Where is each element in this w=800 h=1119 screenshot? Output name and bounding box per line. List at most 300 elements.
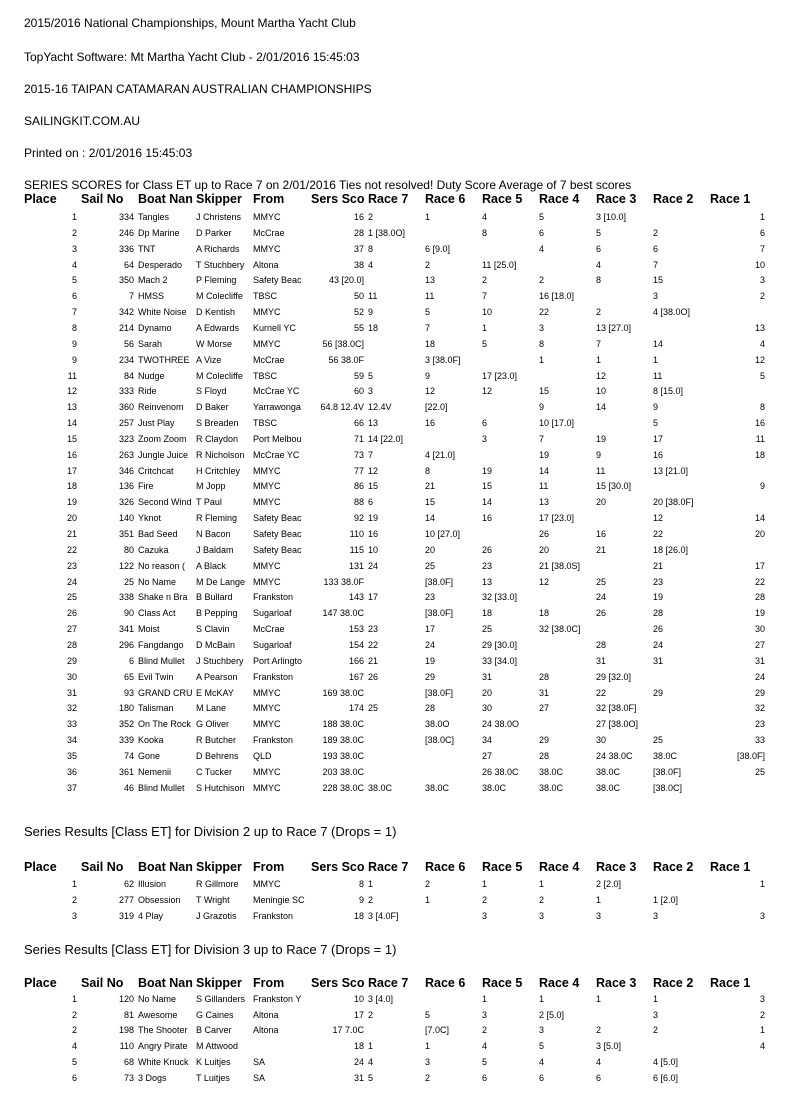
table-row <box>0 386 800 402</box>
table-row <box>0 1025 800 1041</box>
table-row <box>0 339 800 355</box>
table-cell: 2 <box>368 212 374 222</box>
table-cell: 3 <box>653 1009 659 1020</box>
table-cell: 26 <box>368 671 379 682</box>
table-cell: 13 <box>754 322 765 333</box>
table-cell: HMSS <box>138 291 165 302</box>
table-row <box>0 481 800 497</box>
table-cell: 56 [38.0C] <box>322 338 364 349</box>
table-cell: 18 [26.0] <box>653 544 689 555</box>
column-header: Place <box>24 860 57 874</box>
table-cell: 10 [17.0] <box>539 418 575 429</box>
table-cell: 30 <box>596 735 607 746</box>
table-cell: 110 <box>349 529 364 539</box>
table-cell: Altona <box>253 1025 279 1036</box>
table-cell: 3 <box>759 911 765 921</box>
table-cell: MMYC <box>253 687 281 698</box>
table-cell: Jungle Juice <box>138 449 189 460</box>
table-cell: MMYC <box>253 719 281 730</box>
table-cell: 351 <box>118 529 134 539</box>
table-cell: Kooka <box>138 735 164 746</box>
table-cell: 28 <box>425 703 436 714</box>
table-cell: 2 <box>425 1072 431 1083</box>
table-cell: W Morse <box>196 338 232 349</box>
table-cell: 2 <box>71 1009 77 1020</box>
table-cell: G Oliver <box>196 719 230 730</box>
table-header <box>0 192 800 208</box>
table-row <box>0 751 800 767</box>
table-cell: 14 <box>596 402 607 413</box>
table-cell: D Parker <box>196 227 232 238</box>
table-cell: 16 [18.0] <box>539 291 575 302</box>
column-header: Race 3 <box>596 976 637 990</box>
table-cell: 336 <box>118 243 134 254</box>
table-cell: 14 <box>425 513 436 524</box>
table-cell: 38.0C <box>596 766 621 777</box>
table-cell: M Attwood <box>196 1041 239 1052</box>
table-cell: 9 <box>653 402 659 413</box>
table-cell: Second Wind <box>138 497 192 508</box>
table-row <box>0 624 800 640</box>
table-cell: Port Melbou <box>253 433 302 444</box>
table-cell: 2 <box>539 275 545 286</box>
table-cell: MMYC <box>253 212 281 222</box>
table-cell: SA <box>253 1072 266 1083</box>
table-cell: 3 <box>368 386 374 397</box>
table-cell: Angry Pirate <box>138 1041 188 1052</box>
table-cell: 28 <box>539 671 550 682</box>
table-cell: 5 <box>653 418 659 429</box>
table-cell: 1 <box>539 994 545 1004</box>
table-cell: 19 <box>66 497 77 508</box>
table-cell: McCrae <box>253 624 285 635</box>
table-cell: 25 <box>653 735 664 746</box>
table-cell: 43 [20.0] <box>328 275 364 286</box>
table-row <box>0 323 800 339</box>
table-cell: 38.0C <box>653 750 678 761</box>
table-cell: 12 <box>539 576 550 587</box>
table-cell: 93 <box>123 687 134 698</box>
table-cell: 38.0O <box>425 719 450 730</box>
table-cell: 60 <box>353 386 364 397</box>
table-cell: N Bacon <box>196 529 231 539</box>
table-cell: 24 38.0O <box>482 719 520 730</box>
table-cell: 38.0C <box>596 782 621 793</box>
table-cell: TWOTHREE <box>138 354 190 365</box>
table-cell: 37 <box>66 782 77 793</box>
table-cell: 4 [38.0O] <box>653 307 691 318</box>
table-cell: Bad Seed <box>138 529 178 539</box>
table-cell: 24 <box>368 560 379 571</box>
table-cell: 1 <box>759 212 765 222</box>
table-cell: 22 <box>539 307 550 318</box>
table-cell: MMYC <box>253 481 281 492</box>
table-cell: 25 <box>368 703 379 714</box>
table-cell: SA <box>253 1056 266 1067</box>
table-cell: 1 <box>482 322 488 333</box>
table-cell: [38.0F] <box>736 750 765 761</box>
table-cell: 277 <box>118 895 134 905</box>
table-cell: 15 <box>66 433 77 444</box>
table-cell: 4 <box>539 1056 545 1067</box>
column-header: Race 4 <box>539 860 580 874</box>
table-cell: 77 <box>353 465 364 476</box>
table-cell: 140 <box>118 513 134 524</box>
table-cell: Kurnell YC <box>253 322 296 333</box>
table-cell: McCrae YC <box>253 386 300 397</box>
table-cell: 4 Play <box>138 911 164 921</box>
table-cell: T Paul <box>196 497 222 508</box>
table-cell: 15 <box>368 481 379 492</box>
table-cell: 3 <box>759 994 765 1004</box>
column-header: Sail No <box>81 192 123 206</box>
table-cell: 3 <box>539 322 545 333</box>
table-cell: 1 <box>482 879 488 889</box>
table-cell: [38.0C] <box>425 735 455 746</box>
table-cell: 4 <box>368 1056 374 1067</box>
table-cell: 17 <box>368 592 379 603</box>
table-cell: 4 <box>71 259 77 270</box>
table-cell: Sugarloaf <box>253 608 292 619</box>
table-cell: 2 <box>425 879 431 889</box>
table-cell: Moist <box>138 624 160 635</box>
table-cell: TBSC <box>253 370 278 381</box>
table-cell: 3 Dogs <box>138 1072 167 1083</box>
table-cell: 23 <box>482 560 493 571</box>
table-cell: 3 <box>596 911 602 921</box>
column-header: Race 3 <box>596 860 637 874</box>
table-cell: R Claydon <box>196 433 239 444</box>
table-cell: 28 <box>754 592 765 603</box>
table-cell: 86 <box>353 481 364 492</box>
table-cell: 1 <box>539 354 545 365</box>
table-row <box>0 1041 800 1057</box>
table-cell: 17 [23.0] <box>482 370 518 381</box>
table-cell: A Vize <box>196 354 222 365</box>
table-cell: 339 <box>118 735 134 746</box>
table-cell: 56 38.0F <box>328 354 364 365</box>
table-cell: 4 <box>482 1041 488 1052</box>
table-cell: 34 <box>482 735 493 746</box>
header-line-3: 2015-16 TAIPAN CATAMARAN AUSTRALIAN CHAMPIONSHIPS <box>24 82 372 96</box>
table-cell: 17 <box>425 624 436 635</box>
column-header: Boat Nan <box>138 192 193 206</box>
table-row <box>0 244 800 260</box>
table-row <box>0 994 800 1010</box>
table-cell: 90 <box>123 608 134 619</box>
table-cell: Shake n Bra <box>138 592 188 603</box>
table-cell: 30 <box>482 703 493 714</box>
table-cell: D Baker <box>196 402 229 413</box>
table-row <box>0 545 800 561</box>
table-cell: 360 <box>118 402 134 413</box>
table-cell: 29 <box>425 671 436 682</box>
table-cell: 4 <box>759 1041 765 1052</box>
table-cell: R Fleming <box>196 513 238 524</box>
table-cell: 3 <box>653 291 659 302</box>
table-cell: 341 <box>118 624 134 635</box>
table-cell: 5 <box>539 212 545 222</box>
table-cell: 147 38.0C <box>322 608 364 619</box>
table-cell: 38.0C <box>539 766 564 777</box>
table-cell: 1 <box>653 354 659 365</box>
table-cell: 65 <box>123 671 134 682</box>
table-cell: On The Rock <box>138 719 191 730</box>
table-cell: 7 <box>539 433 545 444</box>
table-cell: 1 <box>759 1025 765 1036</box>
table-cell: 3 <box>759 275 765 286</box>
table-cell: 18 <box>482 608 493 619</box>
table-cell: 25 <box>596 576 607 587</box>
table-cell: B Pepping <box>196 608 238 619</box>
table-cell: 21 [38.0S] <box>539 560 581 571</box>
table-cell: 5 <box>425 1009 431 1020</box>
table-cell: No Name <box>138 994 177 1004</box>
table-cell: Zoom Zoom <box>138 433 187 444</box>
table-cell: 5 <box>425 307 431 318</box>
table-cell: 2 <box>482 1025 488 1036</box>
table-cell: 22 <box>596 687 607 698</box>
table-cell: 18 <box>754 449 765 460</box>
table-cell: 17 <box>66 465 77 476</box>
table-cell: 14 [22.0] <box>368 433 404 444</box>
table-cell: 4 <box>596 259 602 270</box>
table-cell: 1 <box>425 212 431 222</box>
table-row <box>0 371 800 387</box>
table-cell: C Tucker <box>196 766 233 777</box>
table-cell: 3 <box>482 911 488 921</box>
column-header: From <box>253 860 285 874</box>
table-cell: 28 <box>653 608 664 619</box>
header-line-1: 2015/2016 National Championships, Mount Martha Yacht Club <box>24 16 356 30</box>
column-header: Boat Nan <box>138 860 193 874</box>
table-cell: 6 <box>482 1072 488 1083</box>
table-cell: Gone <box>138 750 161 761</box>
table-cell: 32 [38.0C] <box>539 624 581 635</box>
table-cell: T Wright <box>196 895 230 905</box>
table-cell: 1 <box>368 1041 374 1052</box>
table-cell: 32 <box>754 703 765 714</box>
table-cell: 2 <box>425 259 431 270</box>
table-cell: MMYC <box>253 338 281 349</box>
table-cell: 33 <box>66 719 77 730</box>
column-header: Race 6 <box>425 192 466 206</box>
table-cell: 18 <box>368 322 379 333</box>
table-cell: 16 <box>66 449 77 460</box>
table-cell: 1 [2.0] <box>653 895 679 905</box>
table-cell: 5 <box>759 370 765 381</box>
table-cell: 24 <box>66 576 77 587</box>
table-cell: QLD <box>253 750 272 761</box>
table-cell: 33 <box>754 735 765 746</box>
table-cell: Fangdango <box>138 639 184 650</box>
table-cell: 296 <box>118 639 134 650</box>
table-cell: 7 <box>425 322 431 333</box>
table-cell: 16 <box>653 449 664 460</box>
table-cell: 120 <box>118 994 134 1004</box>
table-cell: [38.0F] <box>653 766 682 777</box>
table-cell: Safety Beac <box>253 529 302 539</box>
table-row <box>0 879 800 895</box>
table-cell: D Behrens <box>196 750 239 761</box>
table-cell: 31 <box>653 655 664 666</box>
table-cell: 12 <box>66 386 77 397</box>
table-cell: 38.0C <box>425 782 450 793</box>
table-cell: 11 <box>653 370 663 381</box>
table-cell: The Shooter <box>138 1025 188 1036</box>
table-cell: 1 <box>596 895 602 905</box>
table-cell: 16 <box>353 212 364 222</box>
table-cell: 34 <box>66 735 77 746</box>
table-cell: 9 <box>425 370 431 381</box>
table-cell: 21 <box>653 560 664 571</box>
table-cell: 13 <box>539 497 550 508</box>
table-cell: 5 <box>368 370 374 381</box>
table-cell: 19 <box>425 655 436 666</box>
table-cell: 46 <box>123 782 134 793</box>
table-cell: MMYC <box>253 766 281 777</box>
table-row <box>0 592 800 608</box>
table-row <box>0 291 800 307</box>
table-row <box>0 767 800 783</box>
table-cell: 4 <box>759 338 765 349</box>
table-cell: Tangles <box>138 212 170 222</box>
table-cell: 203 38.0C <box>322 766 364 777</box>
table-cell: 22 <box>368 639 379 650</box>
table-cell: TBSC <box>253 418 278 429</box>
table-cell: 5 <box>482 1056 488 1067</box>
table-cell: Frankston <box>253 735 294 746</box>
table-cell: 326 <box>118 497 134 508</box>
table-cell: 14 <box>539 465 550 476</box>
table-cell: 188 38.0C <box>322 719 364 730</box>
table-cell: 3 <box>71 911 77 921</box>
table-cell: McCrae <box>253 227 285 238</box>
table-cell: MMYC <box>253 560 281 571</box>
table-cell: 4 <box>71 1041 77 1052</box>
column-header: Race 7 <box>368 192 409 206</box>
table-cell: 19 <box>482 465 493 476</box>
table-cell: 17 7.0C <box>332 1025 364 1036</box>
table-cell: 13 [27.0] <box>596 322 632 333</box>
table-cell: 8 <box>759 402 765 413</box>
table-cell: Fire <box>138 481 154 492</box>
table-cell: 73 <box>123 1072 134 1083</box>
table-cell: 234 <box>118 354 134 365</box>
table-cell: 11 <box>425 291 435 302</box>
table-cell: [38.0F] <box>425 687 454 698</box>
table-cell: 17 <box>353 1009 364 1020</box>
table-cell: 22 <box>754 576 765 587</box>
column-header: Sail No <box>81 976 123 990</box>
table-cell: 32 <box>66 703 77 714</box>
table-cell: MMYC <box>253 307 281 318</box>
table-cell: 24 <box>653 639 664 650</box>
table-cell: 2 [2.0] <box>596 879 622 889</box>
table-cell: Awesome <box>138 1009 178 1020</box>
table-cell: 9 <box>759 481 765 492</box>
table-cell: 8 <box>358 879 364 889</box>
table-cell: 13 <box>482 576 493 587</box>
table-cell: 33 [34.0] <box>482 655 518 666</box>
table-cell: Just Play <box>138 418 175 429</box>
table-cell: 180 <box>118 703 134 714</box>
table-row <box>0 212 800 228</box>
table-cell: 338 <box>118 592 134 603</box>
table-cell: 26 38.0C <box>482 766 519 777</box>
table-cell: 10 [27.0] <box>425 529 461 539</box>
column-header: Race 5 <box>482 192 523 206</box>
table-cell: 143 <box>348 592 364 603</box>
table-row <box>0 688 800 704</box>
column-header: Race 5 <box>482 860 523 874</box>
table-cell: 5 <box>482 338 488 349</box>
table-cell: 214 <box>118 322 134 333</box>
table-cell: D Kentish <box>196 307 236 318</box>
table-cell: White Noise <box>138 307 187 318</box>
table-cell: Critchcat <box>138 465 174 476</box>
table-cell: J Stuchbery <box>196 655 244 666</box>
table-cell: 319 <box>118 911 134 921</box>
series-title: SERIES SCORES for Class ET up to Race 7 on 2/01/2016 Ties not resolved! Duty Score Average of 7 best scores <box>24 178 632 192</box>
table-cell: Altona <box>253 259 279 270</box>
table-cell: 68 <box>123 1056 134 1067</box>
table-cell: 16 <box>368 529 379 539</box>
table-cell: McCrae <box>253 354 285 365</box>
table-cell: 25 <box>425 560 436 571</box>
table-cell: R Gillmore <box>196 879 239 889</box>
table-cell: 27 <box>539 703 550 714</box>
table-cell: 24 <box>353 1056 364 1067</box>
table-cell: 3 [5.0] <box>596 1041 622 1052</box>
table-cell: 12 <box>596 370 607 381</box>
table-cell: 32 [38.0F] <box>596 703 637 714</box>
table-cell: 2 <box>482 275 488 286</box>
div2-title: Series Results [Class ET] for Division 2 up to Race 7 (Drops = 1) <box>24 824 397 839</box>
table-row <box>0 656 800 672</box>
table-cell: 189 38.0C <box>322 735 364 746</box>
table-cell: 3 <box>539 911 545 921</box>
table-cell: M Colecliffe <box>196 291 243 302</box>
table-cell: P Fleming <box>196 275 237 286</box>
column-header: Sers Sco <box>311 192 365 206</box>
table-cell: 6 <box>759 227 765 238</box>
table-cell: 6 <box>653 243 659 254</box>
table-row <box>0 719 800 735</box>
table-cell: T Stuchbery <box>196 259 245 270</box>
table-cell: 21 <box>66 529 77 539</box>
table-cell: 17 [23.0] <box>539 513 575 524</box>
table-cell: 25 <box>482 624 493 635</box>
table-cell: 14 <box>754 513 765 524</box>
table-cell: 246 <box>118 227 134 238</box>
table-cell: 20 <box>66 513 77 524</box>
table-cell: 352 <box>118 719 134 730</box>
table-cell: 166 <box>348 655 364 666</box>
table-cell: MMYC <box>253 782 281 793</box>
table-cell: 15 <box>425 497 436 508</box>
table-cell: 5 <box>596 227 602 238</box>
table-cell: No reason ( <box>138 560 186 571</box>
table-row <box>0 735 800 751</box>
header-line-5: Printed on : 2/01/2016 15:45:03 <box>24 146 193 160</box>
column-header: Place <box>24 192 57 206</box>
table-row <box>0 608 800 624</box>
table-cell: 31 <box>482 671 493 682</box>
table-cell: 18 <box>425 338 436 349</box>
table-cell: 92 <box>353 513 364 524</box>
column-header: Race 2 <box>653 860 694 874</box>
